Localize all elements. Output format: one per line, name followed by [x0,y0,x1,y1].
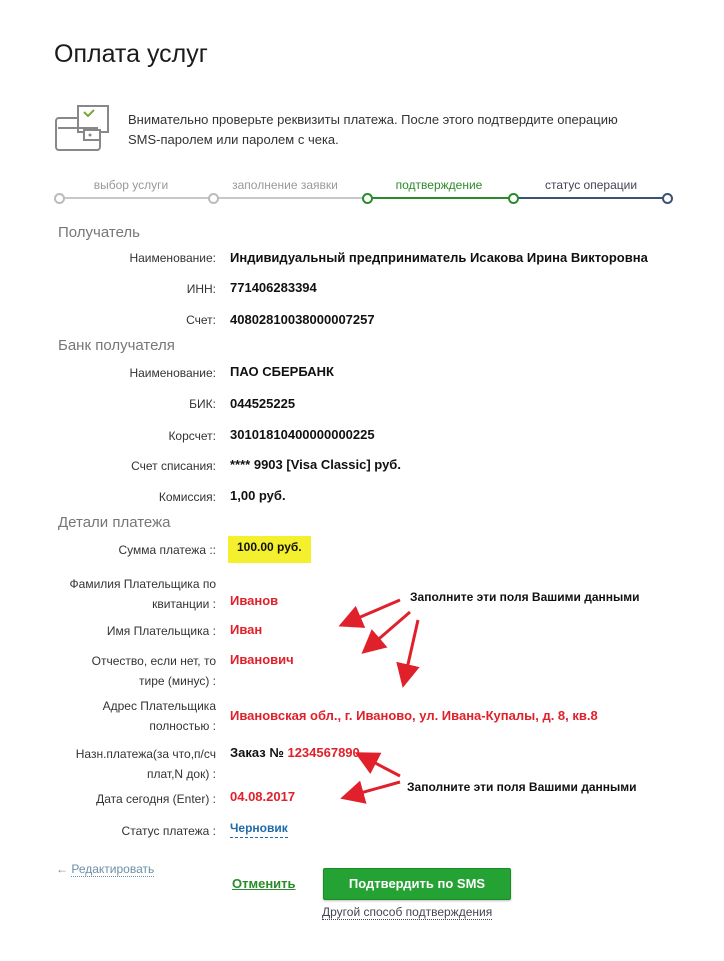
bank-name-label: Наименование: [129,366,216,380]
debit-account-label: Счет списания: [131,459,216,473]
step-confirm: подтверждение [395,178,483,192]
annotation-top: Заполните эти поля Вашими данными [410,590,640,604]
fee-value: 1,00 руб. [230,488,286,503]
arrow [404,620,418,682]
step-status: статус операции [544,178,638,192]
status-label: Статус платежа : [121,824,216,838]
page-title: Оплата услуг [54,40,208,68]
section-details: Детали платежа [58,514,171,531]
sum-value: 100.00 руб. [237,540,302,554]
edit-label: Редактировать [71,862,155,876]
confirm-sms-button[interactable]: Подтвердить по SMS [323,868,511,900]
arrow [366,612,410,650]
arrow-left-icon: ← [56,862,68,876]
status-link[interactable]: Черновик [230,820,288,838]
firstname-value[interactable]: Иван [230,622,263,637]
notice-text: Внимательно проверьте реквизиты платежа. После этого подтвердите операцию SMS-паролем или паролем с чека. [128,112,618,147]
bik-label: БИК: [189,397,216,411]
inn-label: ИНН: [186,282,216,296]
corr-account-value: 30101810400000000225 [230,427,375,442]
date-label: Дата сегодня (Enter) : [96,792,216,806]
fee-label: Комиссия: [158,490,216,504]
lastname-value[interactable]: Иванов [230,593,279,608]
lastname-label: Фамилия Плательщика по квитанции : [69,577,216,611]
debit-account-value: **** 9903 [Visa Classic] руб. [230,457,401,472]
step-fill-form: заполнение заявки [232,178,338,192]
step-select-service: выбор услуги [93,178,169,192]
bank-name-value: ПАО СБЕРБАНК [230,364,334,379]
annotation-bottom: Заполните эти поля Вашими данными [407,780,637,794]
date-value[interactable]: 04.08.2017 [230,789,296,804]
recipient-name-label: Наименование: [129,251,216,265]
recipient-name-value: Индивидуальный предприниматель Исакова Ирина Викторовна [230,250,648,265]
account-label: Счет: [186,313,216,327]
address-label: Адрес Плательщика полностью : [102,699,216,733]
sum-label: Сумма платежа :: [118,543,216,557]
other-confirmation-link[interactable]: Другой способ подтверждения [322,905,493,919]
patronymic-label: Отчество, если нет, то тире (минус) : [91,654,216,688]
section-recipient: Получатель [58,224,140,241]
purpose-value[interactable]: Заказ № 1234567890 [230,745,360,760]
bik-value: 044525225 [230,396,296,411]
firstname-label: Имя Плательщика : [106,624,216,638]
corr-account-label: Корсчет: [168,429,216,443]
purpose-label: Назн.платежа(за что,п/сч плат,N док) : [75,747,216,781]
edit-link[interactable] [56,862,154,876]
inn-value: 771406283394 [230,280,317,295]
arrow [346,782,400,797]
address-value[interactable]: Ивановская обл., г. Иваново, ул. Ивана-Купалы, д. 8, кв.8 [230,708,598,723]
section-bank: Банк получателя [58,337,175,354]
arrow [344,600,400,624]
arrow [360,755,400,776]
cancel-link[interactable]: Отменить [232,876,296,891]
patronymic-value[interactable]: Иванович [230,652,294,667]
account-value: 40802810038000007257 [230,312,375,327]
